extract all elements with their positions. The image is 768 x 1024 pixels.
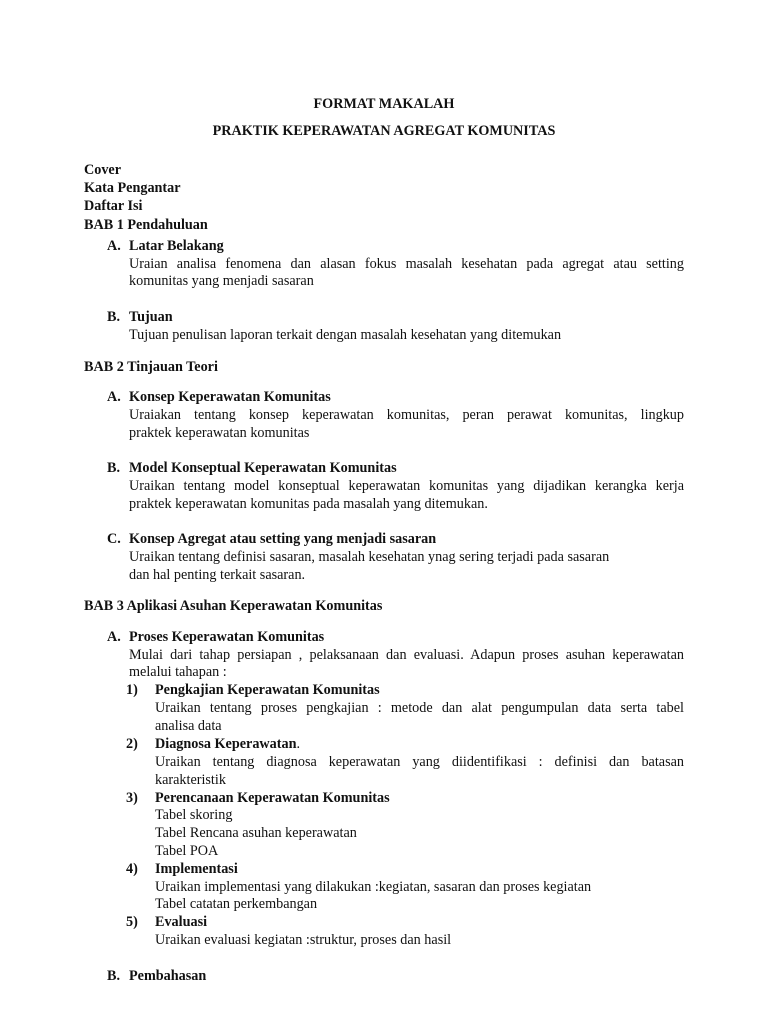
bab1-a-title: Latar Belakang <box>129 238 224 254</box>
bab3-heading: BAB 3 Aplikasi Asuhan Keperawatan Komunitas <box>84 598 383 614</box>
step-3-text-1: Tabel skoring <box>155 807 233 823</box>
step-2-title-row <box>155 736 300 754</box>
document-subtitle: PRAKTIK KEPERAWATAN AGREGAT KOMUNITAS <box>212 123 556 139</box>
front-matter-cover: Cover <box>84 162 122 178</box>
bab1-b-text-1: Tujuan penulisan laporan terkait dengan masalah kesehatan yang ditemukan <box>129 327 562 343</box>
step-4-number: 4) <box>126 861 138 877</box>
bab2-b-text-1: Uraikan tentang model konseptual keperawatan komunitas yang dijadikan kerangka kerja <box>129 478 684 494</box>
bab3-a-text-1: Mulai dari tahap persiapan , pelaksanaan dan evaluasi. Adapun proses asuhan keperawatan <box>129 647 684 663</box>
bab3-a-text-2: melalui tahapan : <box>129 664 227 680</box>
step-5-text-1: Uraikan evaluasi kegiatan :struktur, proses dan hasil <box>155 932 452 948</box>
bab1-a-label: A. <box>107 238 121 254</box>
step-1-text-1: Uraikan tentang proses pengkajian : metode dan alat pengumpulan data serta tabel <box>155 700 684 716</box>
step-4-text-2: Tabel catatan perkembangan <box>155 896 318 912</box>
step-1-text-2: analisa data <box>155 718 222 734</box>
bab3-b-label: B. <box>107 968 121 984</box>
bab2-heading: BAB 2 Tinjauan Teori <box>84 359 218 375</box>
step-3-text-3: Tabel POA <box>155 843 219 859</box>
bab3-a-label: A. <box>107 629 121 645</box>
bab2-a-label: A. <box>107 389 121 405</box>
bab1-a-text-1: Uraian analisa fenomena dan alasan fokus masalah kesehatan pada agregat atau setting <box>129 256 684 272</box>
bab2-c-text-1: Uraikan tentang definisi sasaran, masalah kesehatan ynag sering terjadi pada sasaran <box>129 549 610 565</box>
step-2-text-2: karakteristik <box>155 772 226 788</box>
step-4-text-1: Uraikan implementasi yang dilakukan :kegiatan, sasaran dan proses kegiatan <box>155 879 592 895</box>
bab1-a-text-2: komunitas yang menjadi sasaran <box>129 273 314 289</box>
bab2-a-text-2: praktek keperawatan komunitas <box>129 425 310 441</box>
step-1-number: 1) <box>126 682 138 698</box>
step-3-title: Perencanaan Keperawatan Komunitas <box>155 790 390 806</box>
bab2-b-text-2: praktek keperawatan komunitas pada masalah yang ditemukan. <box>129 496 488 512</box>
bab1-b-label: B. <box>107 309 121 325</box>
step-2-title: Diagnosa Keperawatan <box>155 736 297 752</box>
bab2-c-title: Konsep Agregat atau setting yang menjadi sasaran <box>129 531 437 547</box>
front-matter-daftar-isi: Daftar Isi <box>84 198 143 214</box>
step-5-title: Evaluasi <box>155 914 208 930</box>
bab2-b-label: B. <box>107 460 121 476</box>
bab2-b-title: Model Konseptual Keperawatan Komunitas <box>129 460 397 476</box>
step-2-number: 2) <box>126 736 138 752</box>
step-3-number: 3) <box>126 790 138 806</box>
bab2-a-text-1: Uraiakan tentang konsep keperawatan komunitas, peran perawat komunitas, lingkup <box>129 407 684 423</box>
document-title: FORMAT MAKALAH <box>313 96 455 112</box>
bab3-b-title: Pembahasan <box>129 968 207 984</box>
front-matter-kata-pengantar: Kata Pengantar <box>84 180 181 196</box>
bab2-c-text-2: dan hal penting terkait sasaran. <box>129 567 306 583</box>
bab1-b-title: Tujuan <box>129 309 173 325</box>
bab1-heading: BAB 1 Pendahuluan <box>84 217 208 233</box>
step-1-title: Pengkajian Keperawatan Komunitas <box>155 682 380 698</box>
step-2-title-period: . <box>296 736 301 752</box>
step-5-number: 5) <box>126 914 138 930</box>
step-4-title: Implementasi <box>155 861 238 877</box>
bab2-c-label: C. <box>107 531 121 547</box>
bab3-a-title: Proses Keperawatan Komunitas <box>129 629 325 645</box>
step-3-text-2: Tabel Rencana asuhan keperawatan <box>155 825 357 841</box>
step-2-text-1: Uraikan tentang diagnosa keperawatan yang diidentifikasi : definisi dan batasan <box>155 754 684 770</box>
bab2-a-title: Konsep Keperawatan Komunitas <box>129 389 331 405</box>
